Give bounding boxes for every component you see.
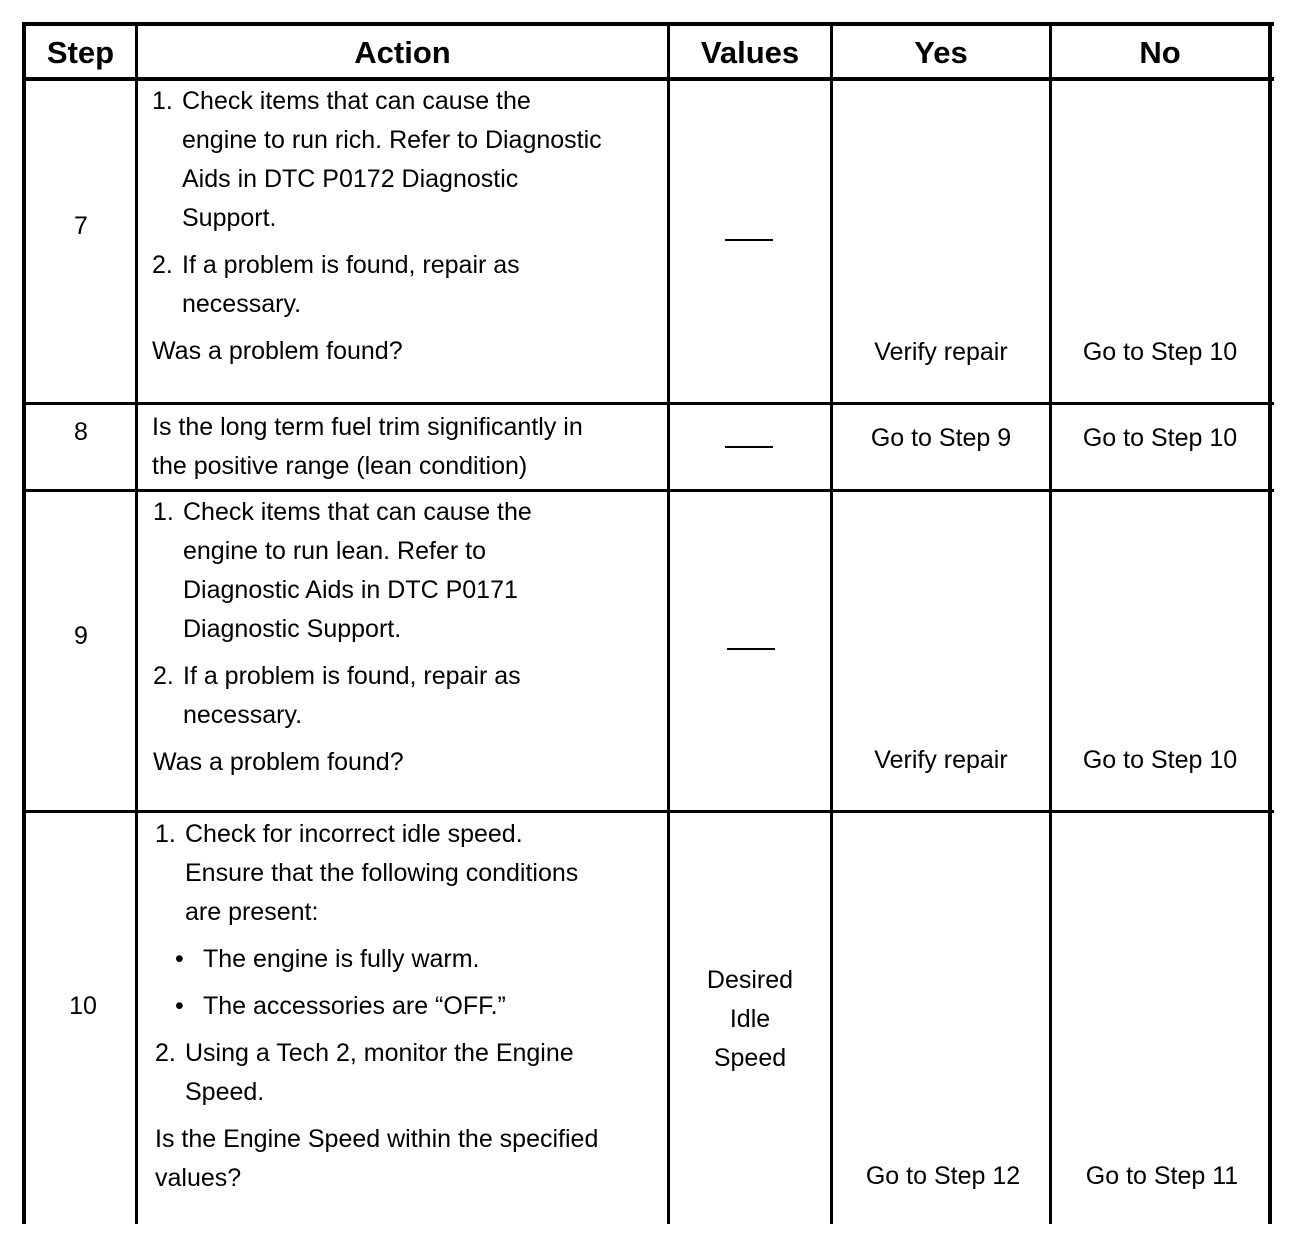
- step-number: 9: [74, 622, 88, 650]
- action-line: engine to run lean. Refer to: [183, 537, 486, 565]
- diagnostic-table: [22, 22, 1274, 1224]
- item-number: 1.: [155, 820, 176, 848]
- empty-value-dash: [725, 239, 773, 241]
- action-line: Speed.: [185, 1078, 265, 1106]
- header-values: Values: [700, 35, 800, 70]
- action-line: Is the Engine Speed within the specified: [155, 1125, 599, 1153]
- value-line: Speed: [713, 1044, 787, 1072]
- action-item: [152, 82, 662, 238]
- action-cell: [152, 408, 662, 486]
- action-cell: [152, 82, 662, 371]
- bullet-item: [155, 987, 665, 1026]
- action-item: [155, 1034, 665, 1112]
- yes-result: Go to Step 12: [865, 1162, 1021, 1190]
- yes-result: Go to Step 9: [870, 424, 1012, 452]
- action-line: Check for incorrect idle speed.: [185, 820, 523, 848]
- action-line: Check items that can cause the: [183, 498, 532, 526]
- header-no: No: [1139, 35, 1181, 70]
- action-line: Aids in DTC P0172 Diagnostic: [182, 165, 519, 193]
- empty-value-dash: [725, 446, 773, 448]
- step-number: 7: [74, 212, 88, 240]
- header-action: Action: [354, 35, 451, 70]
- column-divider: [1049, 26, 1052, 1224]
- action-line: Support.: [182, 204, 277, 232]
- value-line: Desired: [706, 966, 794, 994]
- header-step: Step: [46, 35, 115, 70]
- action-line: If a problem is found, repair as: [182, 251, 520, 279]
- action-line: Diagnostic Aids in DTC P0171: [183, 576, 518, 604]
- value-line: Idle: [729, 1005, 771, 1033]
- action-line: values?: [155, 1164, 242, 1192]
- action-item: [153, 657, 663, 735]
- no-result: Go to Step 11: [1085, 1162, 1239, 1190]
- action-line: Check items that can cause the: [182, 87, 531, 115]
- item-number: 1.: [153, 498, 174, 526]
- column-divider: [830, 26, 833, 1224]
- bullet-dot: •: [175, 992, 184, 1020]
- step-number: 8: [74, 418, 88, 446]
- row-divider: [22, 810, 1274, 813]
- header-yes: Yes: [914, 35, 968, 70]
- action-cell: [153, 493, 663, 782]
- no-result: Go to Step 10: [1082, 746, 1238, 774]
- values-cell: [670, 961, 830, 1078]
- bullet-item: [155, 940, 665, 979]
- no-result: Go to Step 10: [1082, 424, 1238, 452]
- action-item: [155, 815, 665, 932]
- item-number: 2.: [153, 662, 174, 690]
- bullet-dot: •: [175, 945, 184, 973]
- empty-value-dash: [727, 648, 775, 650]
- action-question: Was a problem found?: [152, 337, 403, 365]
- no-result: Go to Step 10: [1082, 338, 1238, 366]
- action-line: engine to run rich. Refer to Diagnostic: [182, 126, 602, 154]
- table-right-border: [1268, 26, 1272, 1224]
- item-number: 2.: [155, 1039, 176, 1067]
- row-divider: [22, 402, 1274, 405]
- action-cell: [155, 815, 665, 1198]
- item-number: 1.: [152, 87, 173, 115]
- action-line: necessary.: [182, 290, 302, 318]
- row-divider: [22, 489, 1274, 492]
- bullet-text: The engine is fully warm.: [203, 945, 480, 973]
- action-line: Is the long term fuel trim significantly in: [152, 413, 583, 441]
- step-number: 10: [69, 992, 97, 1020]
- action-line: necessary.: [183, 701, 303, 729]
- action-item: [152, 246, 662, 324]
- action-line: Ensure that the following conditions: [185, 859, 579, 887]
- action-line: are present:: [185, 898, 319, 926]
- action-line: Diagnostic Support.: [183, 615, 402, 643]
- yes-result: Verify repair: [874, 338, 1008, 366]
- action-line: If a problem is found, repair as: [183, 662, 521, 690]
- item-number: 2.: [152, 251, 173, 279]
- action-line: Using a Tech 2, monitor the Engine: [185, 1039, 574, 1067]
- bullet-text: The accessories are “OFF.”: [203, 992, 506, 1020]
- yes-result: Verify repair: [874, 746, 1008, 774]
- action-item: [153, 493, 663, 649]
- action-line: the positive range (lean condition): [152, 452, 528, 480]
- action-question: Was a problem found?: [153, 748, 404, 776]
- action-question: [155, 1120, 665, 1198]
